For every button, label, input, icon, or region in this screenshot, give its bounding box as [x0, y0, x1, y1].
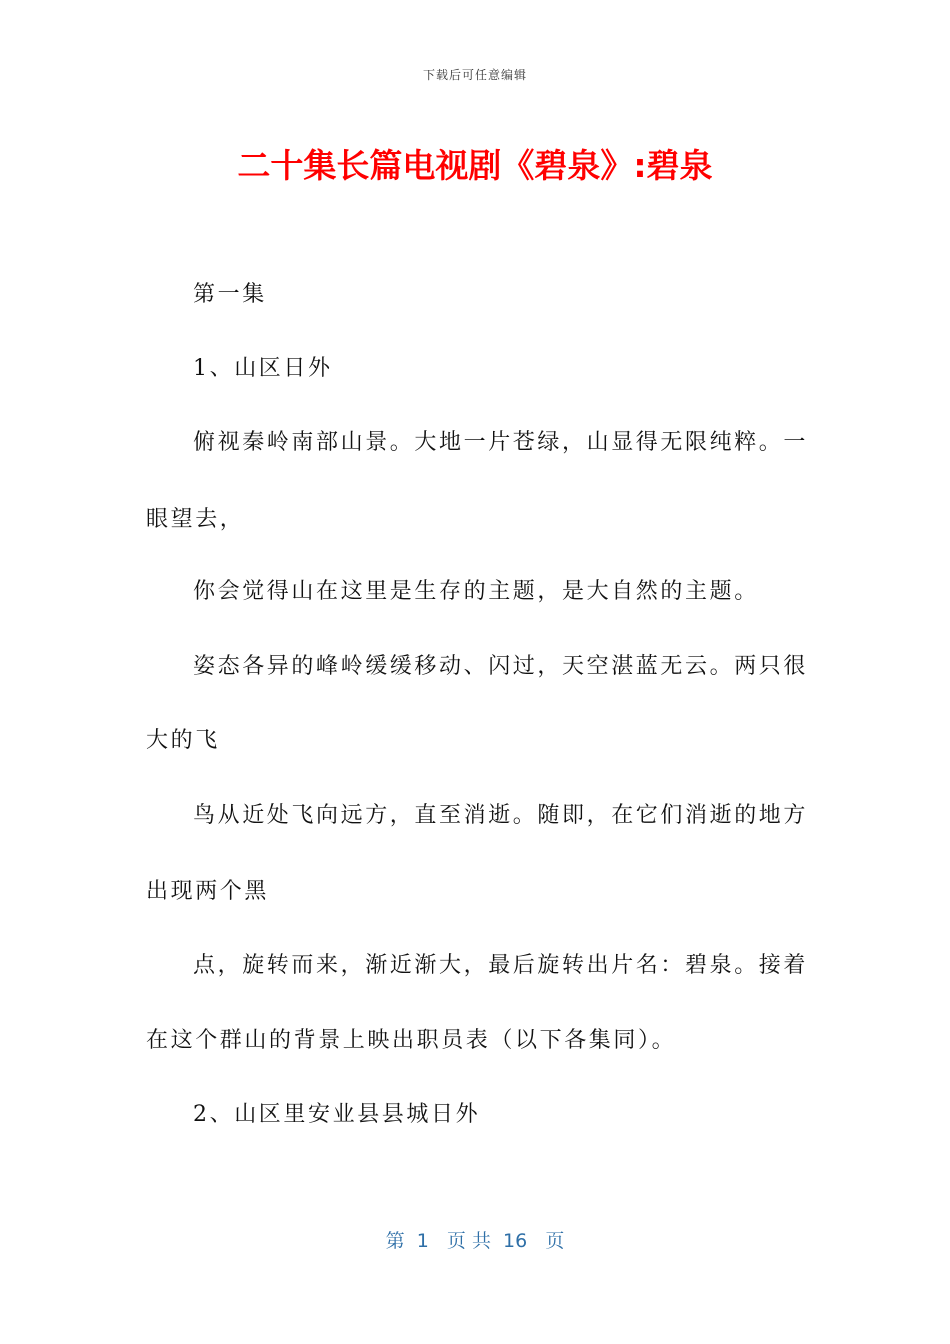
paragraph-line: 鸟从近处飞向远方，直至消逝。随即，在它们消逝的地方	[193, 803, 809, 828]
paragraph-line: 你会觉得山在这里是生存的主题，是大自然的主题。	[193, 579, 759, 604]
document-title: 二十集长篇电视剧《碧泉》:碧泉	[237, 146, 713, 185]
header-note: 下载后可任意编辑	[422, 68, 527, 82]
paragraph-line: 眼望去，	[146, 507, 245, 532]
paragraph-line: 2、山区里安业县县城日外	[193, 1102, 481, 1127]
paragraph-line: 1、山区日外	[193, 356, 333, 381]
paragraph-line: 出现两个黑	[146, 879, 270, 904]
paragraph-line: 点，旋转而来，渐近渐大，最后旋转出片名：碧泉。接着	[193, 953, 809, 978]
page-footer: 第 1 页 共 16 页	[385, 1230, 565, 1252]
paragraph-line: 俯视秦岭南部山景。大地一片苍绿，山显得无限纯粹。一	[193, 430, 809, 455]
paragraph-line: 第一集	[193, 282, 267, 307]
paragraph-line: 大的飞	[146, 728, 220, 753]
paragraph-line: 姿态各异的峰岭缓缓移动、闪过，天空湛蓝无云。两只很	[193, 654, 809, 679]
paragraph-line: 在这个群山的背景上映出职员表（以下各集同）。	[146, 1028, 677, 1053]
